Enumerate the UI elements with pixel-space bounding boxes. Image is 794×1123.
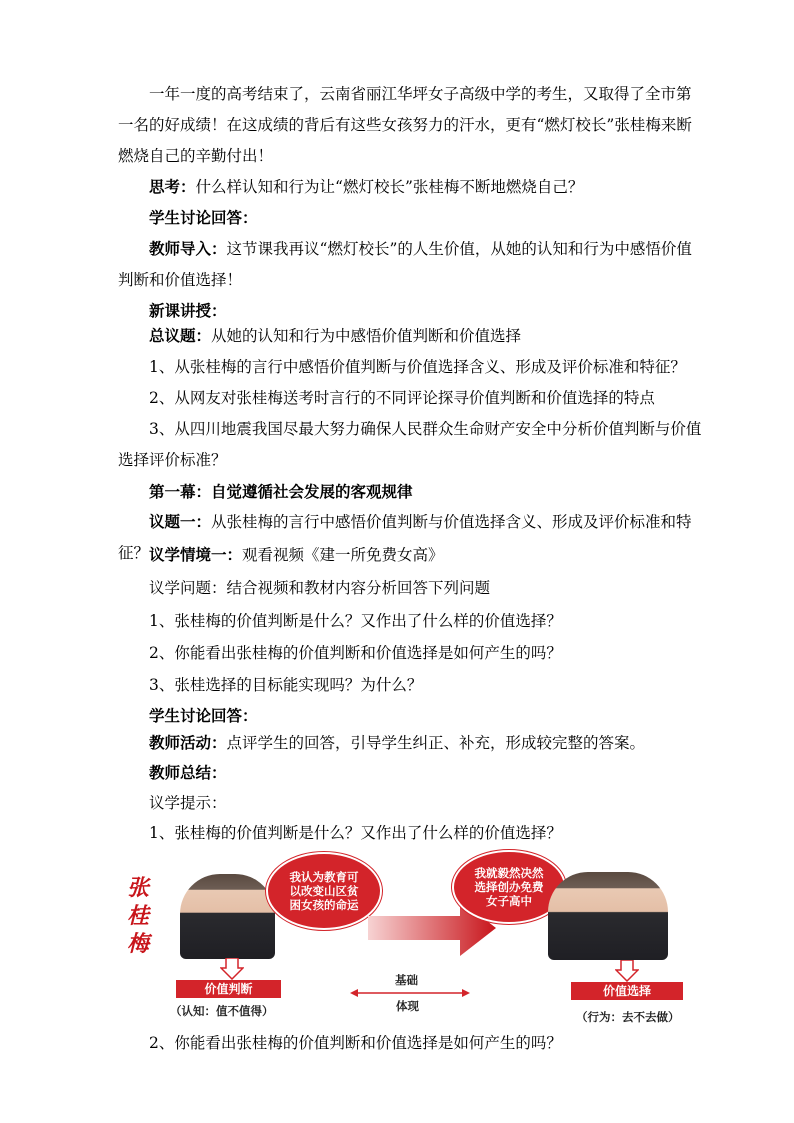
scene-one-text: 观看视频《建一所免费女高》: [242, 546, 444, 564]
new-lesson-heading: 新课讲授：: [149, 302, 227, 320]
teacher-intro-text: 这节课我再议“燃灯校长”的人生价值，从她的认知和行为中感悟价值判断和价值选择！: [118, 240, 692, 289]
portrait-left: [180, 874, 275, 959]
teacher-summary-heading: 教师总结：: [149, 764, 227, 782]
hint-question-2: 2、你能看出张桂梅的价值判断和价值选择是如何产生的吗？: [149, 1034, 562, 1052]
scene-one-label: 议学情境一：: [149, 546, 243, 564]
scene-one-paragraph: [118, 540, 703, 571]
question-3: 3、张桂选择的目标能实现吗？为什么？: [149, 676, 423, 694]
name-char-2: 桂: [126, 903, 149, 929]
list-item-3: 3、从四川地震我国尽最大努力确保人民群众生命财产安全中分析价值判断与价值选择评价标准？: [118, 420, 702, 469]
down-arrow-right-icon: [615, 960, 639, 982]
caption-right: （行为：去不去做）: [576, 1010, 680, 1024]
value-judgment-figure: [118, 846, 718, 1026]
topic-one-text: 从张桂梅的言行中感悟价值判断与价值选择含义、形成及评价标准和特征？: [118, 513, 692, 562]
total-topic-label: 总议题：: [149, 327, 212, 345]
value-judgment-box: 价值判断: [176, 980, 281, 998]
down-arrow-left-icon: [220, 958, 244, 980]
intro-paragraph: 一年一度的高考结束了，云南省丽江华坪女子高级中学的考生，又取得了全市第一名的好成绩！在这成绩的背后有这些女孩努力的汗水，更有“燃灯校长”张桂梅来断燃烧自己的辛勤付出！: [118, 85, 692, 165]
portrait-right: [548, 872, 668, 960]
total-topic-paragraph: [118, 321, 703, 352]
list-item-1: 1、从张桂梅的言行中感悟价值判断与价值选择含义、形成及评价标准和特征？: [149, 358, 686, 376]
arrow-label-reflect: 体现: [396, 999, 419, 1013]
speech-bubble-left: [266, 852, 382, 930]
name-char-3: 梅: [126, 931, 149, 957]
think-paragraph: [118, 172, 703, 203]
student-discuss-1: 学生讨论回答：: [149, 209, 258, 227]
question-1: 1、张桂梅的价值判断是什么？又作出了什么样的价值选择？: [149, 612, 562, 630]
vertical-name: [123, 874, 153, 958]
teacher-activity-paragraph: [118, 728, 703, 759]
hint-question-1: 1、张桂梅的价值判断是什么？又作出了什么样的价值选择？: [149, 824, 562, 842]
list-item-2: 2、从网友对张桂梅送考时言行的不同评论探寻价值判断和价值选择的特点: [149, 389, 655, 407]
teacher-intro-paragraph: [118, 234, 703, 296]
teacher-activity-text: 点评学生的回答，引导学生纠正、补充，形成较完整的答案。: [226, 734, 646, 752]
speech-bubble-left-text: 我认为教育可以改变山区贫困女孩的命运: [289, 870, 359, 912]
topic-one-label: 议题一：: [149, 513, 212, 531]
teacher-activity-label: 教师活动：: [149, 734, 227, 752]
student-discuss-2: 学生讨论回答：: [149, 707, 258, 725]
speech-bubble-right-text: 我就毅然决然选择创办免费女子高中: [474, 866, 544, 908]
name-char-1: 张: [126, 875, 149, 901]
value-choice-box: 价值选择: [571, 982, 683, 1000]
total-topic-text: 从她的认知和行为中感悟价值判断和价值选择: [211, 327, 522, 345]
think-label: 思考：: [149, 178, 196, 196]
double-arrow-icon: [350, 987, 470, 999]
act-one-heading: 第一幕：自觉遵循社会发展的客观规律: [149, 483, 413, 501]
caption-left: （认知：值不值得）: [170, 1004, 274, 1018]
arrow-label-basis: 基础: [395, 973, 418, 987]
question-intro: 议学问题：结合视频和教材内容分析回答下列问题: [149, 579, 491, 597]
hint-label: 议学提示：: [149, 794, 227, 812]
question-2: 2、你能看出张桂梅的价值判断和价值选择是如何产生的吗？: [149, 644, 562, 662]
think-text: 什么样认知和行为让“燃灯校长”张桂梅不断地燃烧自己？: [195, 178, 584, 196]
teacher-intro-label: 教师导入：: [149, 240, 227, 258]
